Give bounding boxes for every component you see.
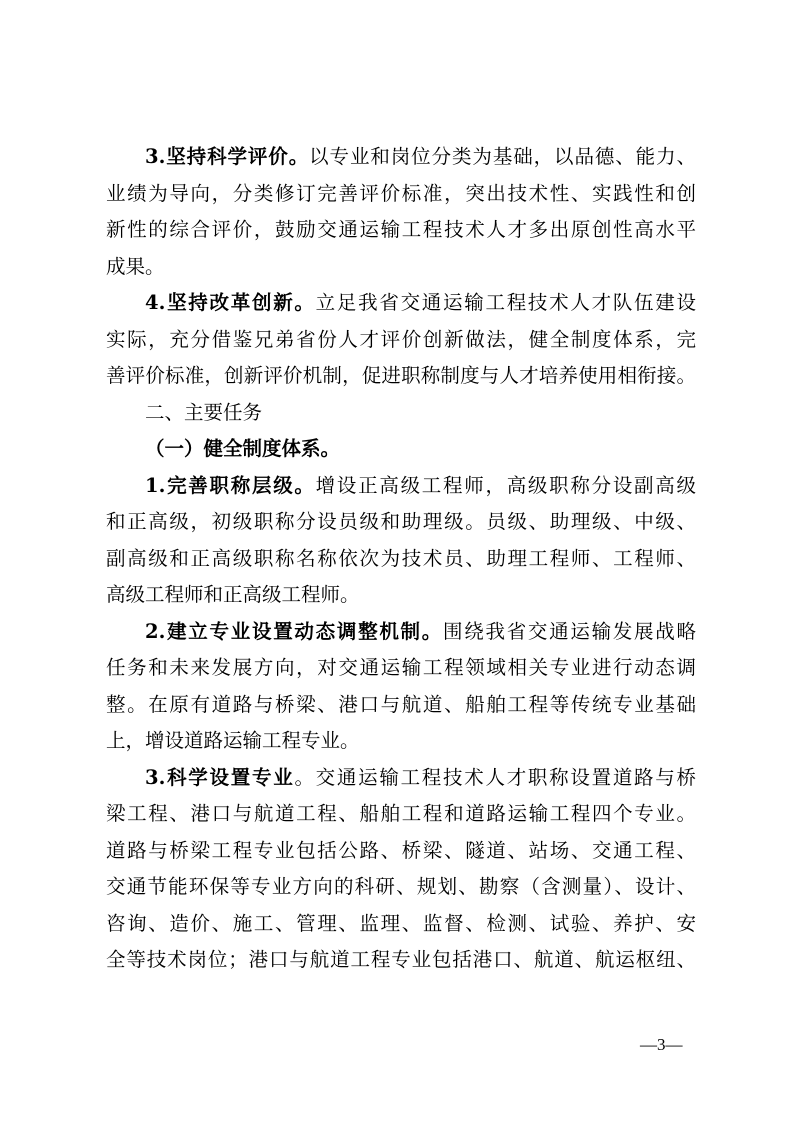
body-text: 二、主要任务 xyxy=(145,401,263,424)
section-heading: 1.完善职称层级。 xyxy=(145,474,316,497)
paragraph-line xyxy=(106,912,696,936)
paragraph-line xyxy=(106,693,696,717)
section-heading: 2.建立专业设置动态调整机制。 xyxy=(145,620,444,643)
body-text: 增设正高级工程师，高级职称分设副高级 xyxy=(315,474,696,497)
body-text: 和正高级，初级职称分设员级和助理级。员级、助理级、中级、 xyxy=(106,510,696,533)
paragraph-line xyxy=(106,656,696,680)
body-text: 副高级和正高级职称名称依次为技术员、助理工程师、工程师、 xyxy=(106,547,696,570)
body-text: 咨询、造价、施工、管理、监理、监督、检测、试验、养护、安 xyxy=(106,912,696,935)
paragraph-line xyxy=(106,948,696,972)
section-heading: 3.坚持科学评价。 xyxy=(145,145,310,168)
body-text: 业绩为导向，分类修订完善评价标准，突出技术性、实践性和创 xyxy=(106,182,696,205)
section-title xyxy=(106,401,696,425)
paragraph-line xyxy=(106,583,696,607)
body-text: 以专业和岗位分类为基础，以品德、能力、 xyxy=(309,145,696,168)
section-heading: 3.科学设置专业 xyxy=(145,766,295,789)
subsection-title xyxy=(106,437,696,461)
paragraph-line xyxy=(106,729,696,753)
body-text: 整。在原有道路与桥梁、港口与航道、船舶工程等传统专业基础 xyxy=(106,693,696,716)
paragraph-line xyxy=(106,766,696,790)
body-text: 全等技术岗位；港口与航道工程专业包括港口、航道、航运枢纽、 xyxy=(106,948,696,971)
paragraph-line xyxy=(106,328,696,352)
body-text: 立足我省交通运输工程技术人才队伍建设 xyxy=(315,291,696,314)
paragraph-line xyxy=(106,510,696,534)
paragraph-line xyxy=(106,182,696,206)
paragraph-line xyxy=(106,218,696,242)
paragraph-line xyxy=(106,875,696,899)
body-text: 善评价标准，创新评价机制，促进职称制度与人才培养使用相衔接。 xyxy=(106,364,696,387)
paragraph-line xyxy=(106,255,696,279)
paragraph-line xyxy=(106,620,696,644)
paragraph-line xyxy=(106,474,696,498)
body-text: 成果。 xyxy=(106,255,165,278)
paragraph-line xyxy=(106,839,696,863)
page-number: —3— xyxy=(640,1035,683,1054)
paragraph-line xyxy=(106,364,696,388)
body-text: 道路与桥梁工程专业包括公路、桥梁、隧道、站场、交通工程、 xyxy=(106,839,696,862)
body-text: 交通节能环保等专业方向的科研、规划、勘察（含测量）、设计、 xyxy=(106,875,696,898)
body-text: 任务和未来发展方向，对交通运输工程领域相关专业进行动态调 xyxy=(106,656,696,679)
paragraph-line xyxy=(106,547,696,571)
section-heading: 4.坚持改革创新。 xyxy=(145,291,316,314)
body-text: 新性的综合评价，鼓励交通运输工程技术人才多出原创性高水平 xyxy=(106,218,696,241)
paragraph-line xyxy=(106,291,696,315)
body-text: 梁工程、港口与航道工程、船舶工程和道路运输工程四个专业。 xyxy=(106,802,696,825)
paragraph-line xyxy=(106,802,696,826)
body-text: 高级工程师和正高级工程师。 xyxy=(106,583,360,606)
body-text: 。交通运输工程技术人才职称设置道路与桥 xyxy=(294,766,696,789)
body-text: 围绕我省交通运输发展战略 xyxy=(443,620,696,643)
paragraph-line xyxy=(106,145,696,169)
body-text: 上，增设道路运输工程专业。 xyxy=(106,729,360,752)
body-text: 实际，充分借鉴兄弟省份人才评价创新做法，健全制度体系，完 xyxy=(106,328,696,351)
section-heading: （一）健全制度体系。 xyxy=(145,437,341,460)
